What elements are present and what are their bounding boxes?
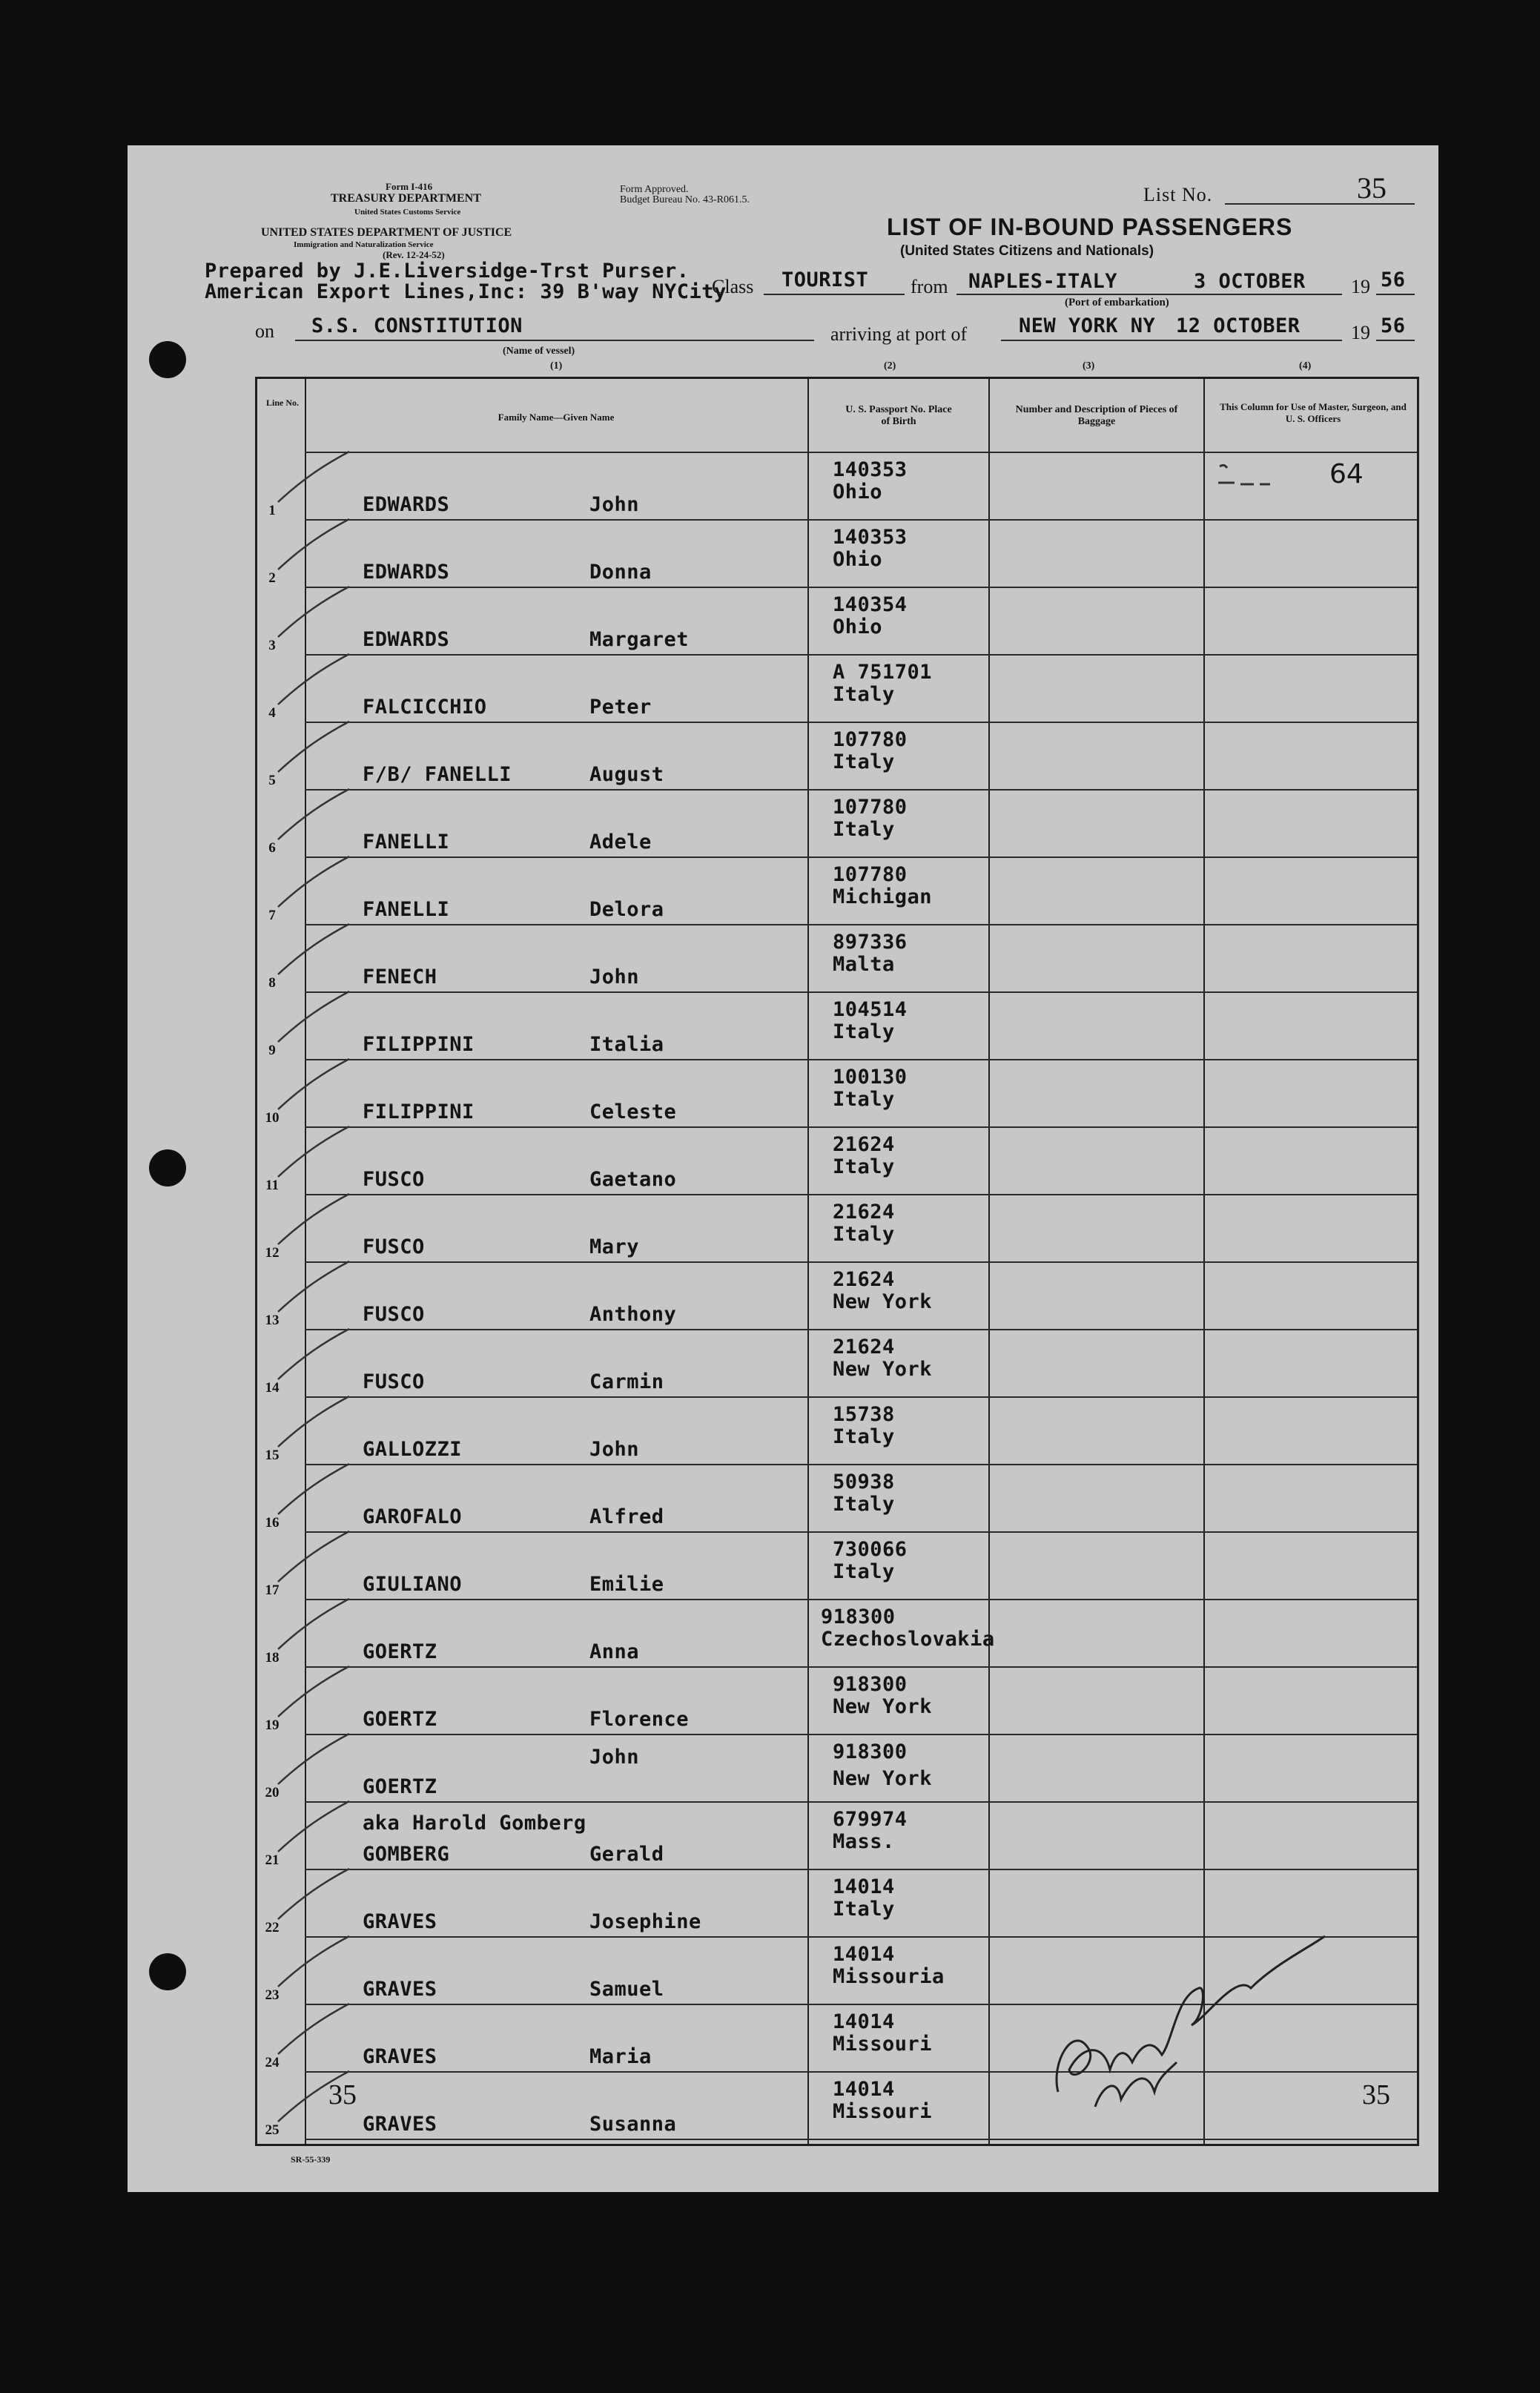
check-mark-icon — [272, 922, 354, 989]
given-name: Margaret — [589, 628, 690, 651]
place-of-birth: New York — [833, 1767, 933, 1790]
year-underline — [1376, 294, 1415, 295]
given-name: Carmin — [589, 1370, 664, 1393]
place-of-birth: Malta — [833, 953, 895, 976]
check-mark-icon — [272, 1260, 354, 1327]
passport-number: 140353 — [833, 458, 908, 481]
passport-birth — [833, 1471, 895, 1516]
passport-number: 50938 — [833, 1471, 895, 1493]
header-officers: This Column for Use of Master, Surgeon, and U. S. Officers — [1220, 401, 1407, 424]
check-mark-icon — [272, 1665, 354, 1732]
customs-service: United States Customs Service — [354, 208, 461, 217]
table-row — [257, 1465, 1417, 1533]
check-mark-icon — [272, 1395, 354, 1462]
given-name: Italia — [589, 1033, 664, 1056]
col4-number: (4) — [1299, 360, 1312, 372]
family-name: GALLOZZI — [363, 1438, 463, 1461]
from-underline — [956, 294, 1342, 295]
line-number: 7 — [268, 908, 276, 923]
shipping-company: American Export Lines,Inc: 39 B'way NYCity — [205, 280, 727, 303]
ins-service: Immigration and Naturalization Service — [294, 240, 434, 249]
departure-year: 56 — [1381, 268, 1406, 291]
class-value: TOURIST — [781, 268, 869, 291]
passport-number: 140354 — [833, 593, 908, 616]
place-of-birth: Italy — [833, 818, 895, 841]
line-number: 1 — [268, 503, 276, 518]
line-number: 18 — [265, 1650, 280, 1666]
given-name: Florence — [589, 1708, 690, 1731]
table-row — [257, 1668, 1417, 1735]
arrival-underline — [1001, 340, 1342, 341]
given-name: John — [589, 493, 640, 516]
line-number: 12 — [265, 1245, 280, 1261]
departure-date: 3 OCTOBER — [1194, 270, 1306, 293]
passport-birth — [833, 1336, 932, 1381]
check-mark-icon — [272, 1800, 354, 1866]
header-baggage: Number and Description of Pieces of Baggage — [1015, 404, 1178, 427]
family-name: GRAVES — [363, 2045, 437, 2068]
arrival-year: 56 — [1381, 314, 1406, 337]
check-mark-icon — [272, 1597, 354, 1664]
given-name: Anna — [589, 1640, 640, 1663]
table-row — [257, 1263, 1417, 1330]
passport-birth — [833, 527, 908, 571]
given-name: John — [589, 966, 640, 988]
binder-hole-bottom — [149, 1953, 186, 1990]
passport-number: 679974 — [833, 1808, 908, 1831]
passport-birth — [833, 1809, 908, 1853]
family-name: GOERTZ — [363, 1775, 437, 1798]
given-name: Delora — [589, 898, 664, 921]
passport-birth — [833, 999, 908, 1043]
given-name: Alfred — [589, 1505, 664, 1528]
place-of-birth: Mass. — [833, 1830, 895, 1853]
list-no-label: List No. — [1143, 184, 1213, 205]
line-number: 16 — [265, 1515, 280, 1531]
check-mark-icon — [272, 1192, 354, 1259]
footer-code: SR-55-339 — [291, 2154, 331, 2165]
place-of-birth: Missouri — [833, 2033, 933, 2056]
line-number: 22 — [265, 1920, 280, 1935]
family-name: FUSCO — [363, 1303, 425, 1326]
family-name: FANELLI — [363, 831, 450, 854]
passport-number: 14014 — [833, 2078, 895, 2101]
line-number: 14 — [265, 1380, 280, 1396]
vessel-name: S.S. CONSTITUTION — [311, 314, 523, 337]
table-row — [257, 1533, 1417, 1600]
passport-number: 14014 — [833, 1875, 895, 1898]
table-row — [257, 858, 1417, 925]
passport-birth — [833, 1066, 908, 1111]
check-mark-icon — [272, 1732, 354, 1799]
col2-number: (2) — [884, 360, 896, 372]
arrival-year-prefix: 19 — [1351, 322, 1370, 343]
treasury-department: TREASURY DEPARTMENT — [331, 192, 481, 205]
table-row — [257, 723, 1417, 790]
passenger-table — [255, 377, 1419, 2146]
line-number: 9 — [268, 1043, 276, 1058]
table-row — [257, 588, 1417, 656]
family-name: GOERTZ — [363, 1640, 437, 1663]
passport-number: 15738 — [833, 1403, 895, 1426]
passport-birth — [833, 1876, 895, 1921]
place-of-birth: New York — [833, 1290, 933, 1313]
line-number: 20 — [265, 1785, 280, 1800]
line-number: 5 — [268, 773, 276, 788]
binder-hole-middle — [149, 1149, 186, 1186]
place-of-birth: Czechoslovakia — [821, 1628, 995, 1651]
prepared-by: Prepared by J.E.Liversidge-Trst Purser. — [205, 260, 690, 283]
check-mark-icon — [272, 653, 354, 719]
line-number: 10 — [265, 1110, 280, 1126]
family-name: FANELLI — [363, 898, 450, 921]
from-label: from — [911, 276, 948, 297]
justice-department: UNITED STATES DEPARTMENT OF JUSTICE — [261, 226, 512, 239]
passport-birth — [833, 661, 932, 706]
passport-number: 21624 — [833, 1133, 895, 1156]
family-name: FILIPPINI — [363, 1100, 475, 1123]
header-passport: U. S. Passport No. Place of Birth — [845, 404, 952, 427]
place-of-birth: New York — [833, 1358, 933, 1381]
line-number: 21 — [265, 1852, 280, 1868]
passport-number: A 751701 — [833, 661, 933, 684]
passport-birth — [833, 796, 908, 841]
passport-number: 107780 — [833, 863, 908, 886]
passport-number: 21624 — [833, 1201, 895, 1224]
given-name: Celeste — [589, 1100, 677, 1123]
row-rule — [305, 2139, 1417, 2140]
check-mark-icon — [272, 990, 354, 1057]
col3-number: (3) — [1083, 360, 1095, 372]
arrival-date: 12 OCTOBER — [1176, 314, 1301, 337]
passport-number: 140353 — [833, 526, 908, 549]
passport-birth — [821, 1606, 995, 1651]
passport-birth — [833, 1404, 895, 1448]
table-row — [257, 1330, 1417, 1398]
line-number: 2 — [268, 570, 276, 586]
place-of-birth: Italy — [833, 1155, 895, 1178]
check-mark-icon — [272, 855, 354, 922]
passport-birth — [833, 1741, 932, 1790]
place-of-birth: New York — [833, 1695, 933, 1718]
check-mark-icon — [272, 788, 354, 854]
line-number: 6 — [268, 840, 276, 856]
family-name: FUSCO — [363, 1235, 425, 1258]
passport-number: 918300 — [821, 1605, 896, 1628]
passport-birth — [833, 1674, 932, 1718]
vessel-underline — [295, 340, 814, 341]
family-name: FALCICCHIO — [363, 696, 487, 719]
line-number: 24 — [265, 2055, 280, 2070]
check-mark-icon — [272, 720, 354, 787]
passport-birth — [833, 1539, 908, 1583]
budget-bureau: Budget Bureau No. 43-R061.5. — [620, 194, 750, 205]
place-of-birth: Italy — [833, 1493, 895, 1516]
line-number: 3 — [268, 638, 276, 653]
col1-number: (1) — [550, 360, 563, 372]
line-number: 15 — [265, 1448, 280, 1463]
family-name: EDWARDS — [363, 493, 450, 516]
given-name: Gaetano — [589, 1168, 677, 1191]
check-mark-icon — [272, 585, 354, 652]
family-name: FILIPPINI — [363, 1033, 475, 1056]
given-name: John — [589, 1438, 640, 1461]
on-label: on — [255, 320, 274, 342]
officer-note: 64 — [1329, 459, 1364, 489]
binder-hole-top — [149, 341, 186, 378]
line-number: 13 — [265, 1313, 280, 1328]
given-name: Samuel — [589, 1978, 664, 2001]
table-row — [257, 1195, 1417, 1263]
vessel-caption: (Name of vessel) — [503, 346, 575, 357]
family-name: FENECH — [363, 966, 437, 988]
passport-number: 918300 — [833, 1740, 908, 1763]
check-mark-icon — [272, 2002, 354, 2069]
passport-number: 104514 — [833, 998, 908, 1021]
family-name: GOERTZ — [363, 1708, 437, 1731]
place-of-birth: Michigan — [833, 885, 933, 908]
given-name: Josephine — [589, 1910, 701, 1933]
table-row — [257, 453, 1417, 521]
table-row — [257, 1600, 1417, 1668]
bottom-left-number: 35 — [328, 2079, 357, 2110]
table-row — [257, 1735, 1417, 1803]
table-row — [257, 1803, 1417, 1870]
place-of-birth: Italy — [833, 750, 895, 773]
passport-birth — [833, 2079, 932, 2123]
passport-birth — [833, 594, 908, 638]
check-mark-icon — [272, 1935, 354, 2001]
passport-number: 107780 — [833, 728, 908, 751]
arrival-port: NEW YORK NY — [1019, 314, 1156, 337]
given-name: Maria — [589, 2045, 652, 2068]
passport-number: 21624 — [833, 1268, 895, 1291]
check-mark-icon — [272, 1057, 354, 1124]
passport-number: 107780 — [833, 796, 908, 819]
place-of-birth: Italy — [833, 683, 895, 706]
place-of-birth: Missouri — [833, 2100, 933, 2123]
departure-year-prefix: 19 — [1351, 276, 1370, 297]
given-name: Adele — [589, 831, 652, 854]
port-caption: (Port of embarkation) — [1065, 297, 1169, 308]
line-number: 17 — [265, 1582, 280, 1598]
family-name: GOMBERG — [363, 1843, 450, 1866]
handwritten-signature-icon — [1028, 1877, 1355, 2114]
form-title: LIST OF IN-BOUND PASSENGERS — [887, 214, 1293, 240]
check-mark-icon — [272, 1530, 354, 1597]
header-line-no: Line No. — [265, 397, 299, 408]
passport-number: 14014 — [833, 2010, 895, 2033]
family-name: GAROFALO — [363, 1505, 463, 1528]
place-of-birth: Italy — [833, 1088, 895, 1111]
family-name: EDWARDS — [363, 628, 450, 651]
place-of-birth: Italy — [833, 1223, 895, 1246]
check-mark-icon — [272, 518, 354, 584]
given-name: Susanna — [589, 2113, 677, 2136]
place-of-birth: Italy — [833, 1898, 895, 1921]
passport-birth — [833, 1269, 932, 1313]
passport-birth — [833, 729, 908, 773]
aka-name: aka Harold Gomberg — [363, 1812, 586, 1835]
given-name: Anthony — [589, 1303, 677, 1326]
bottom-right-number: 35 — [1362, 2079, 1390, 2110]
passport-number: 21624 — [833, 1336, 895, 1359]
form-number: Form I-416 — [386, 181, 433, 192]
table-row — [257, 521, 1417, 588]
embark-port: NAPLES-ITALY — [968, 270, 1118, 293]
table-row — [257, 925, 1417, 993]
passport-birth — [833, 864, 932, 908]
line-number: 23 — [265, 1987, 280, 2003]
passport-number: 730066 — [833, 1538, 908, 1561]
form-approved: Form Approved. — [620, 184, 689, 195]
family-name: EDWARDS — [363, 561, 450, 584]
place-of-birth: Ohio — [833, 481, 883, 504]
check-mark-icon — [272, 1867, 354, 1934]
line-number: 11 — [265, 1178, 279, 1193]
table-row — [257, 993, 1417, 1060]
passport-birth — [833, 1134, 895, 1178]
check-mark-icon — [272, 1125, 354, 1192]
place-of-birth: Missouria — [833, 1965, 945, 1988]
form-subtitle: (United States Citizens and Nationals) — [900, 243, 1154, 259]
line-number: 19 — [265, 1717, 280, 1733]
header-name: Family Name—Given Name — [498, 412, 615, 423]
form-revision: (Rev. 12-24-52) — [383, 249, 445, 260]
given-name: John — [589, 1746, 640, 1769]
table-row — [257, 1060, 1417, 1128]
class-underline — [764, 294, 905, 295]
family-name: GIULIANO — [363, 1573, 463, 1596]
table-row — [257, 1398, 1417, 1465]
place-of-birth: Ohio — [833, 615, 883, 638]
list-no-value: 35 — [1357, 171, 1387, 205]
passport-birth — [833, 1944, 945, 1988]
passport-birth — [833, 1201, 895, 1246]
family-name: GRAVES — [363, 1978, 437, 2001]
given-name: Mary — [589, 1235, 640, 1258]
given-name: August — [589, 763, 664, 786]
passport-birth — [833, 931, 908, 976]
passport-birth — [833, 459, 908, 504]
line-number: 25 — [265, 2122, 280, 2138]
check-mark-icon — [272, 1462, 354, 1529]
family-name: FUSCO — [363, 1370, 425, 1393]
passport-number: 918300 — [833, 1673, 908, 1696]
family-name: GRAVES — [363, 1910, 437, 1933]
passport-number: 897336 — [833, 931, 908, 954]
line-number: 4 — [268, 705, 276, 721]
given-name: Peter — [589, 696, 652, 719]
given-name: Emilie — [589, 1573, 664, 1596]
place-of-birth: Italy — [833, 1020, 895, 1043]
given-name: Donna — [589, 561, 652, 584]
family-name: GRAVES — [363, 2113, 437, 2136]
passport-number: 100130 — [833, 1066, 908, 1089]
table-row — [257, 790, 1417, 858]
place-of-birth: Italy — [833, 1425, 895, 1448]
arrival-year-underline — [1376, 340, 1415, 341]
class-label: Class — [712, 276, 754, 297]
check-mark-icon — [272, 450, 354, 517]
passport-birth — [833, 2011, 932, 2056]
family-name: FUSCO — [363, 1168, 425, 1191]
table-row — [257, 656, 1417, 723]
line-number: 8 — [268, 975, 276, 991]
passport-number: 14014 — [833, 1943, 895, 1966]
place-of-birth: Italy — [833, 1560, 895, 1583]
place-of-birth: Ohio — [833, 548, 883, 571]
check-mark-icon — [272, 1327, 354, 1394]
given-name: Gerald — [589, 1843, 664, 1866]
arriving-label: arriving at port of — [830, 323, 968, 345]
family-name: F/B/ FANELLI — [363, 763, 512, 786]
table-row — [257, 1128, 1417, 1195]
